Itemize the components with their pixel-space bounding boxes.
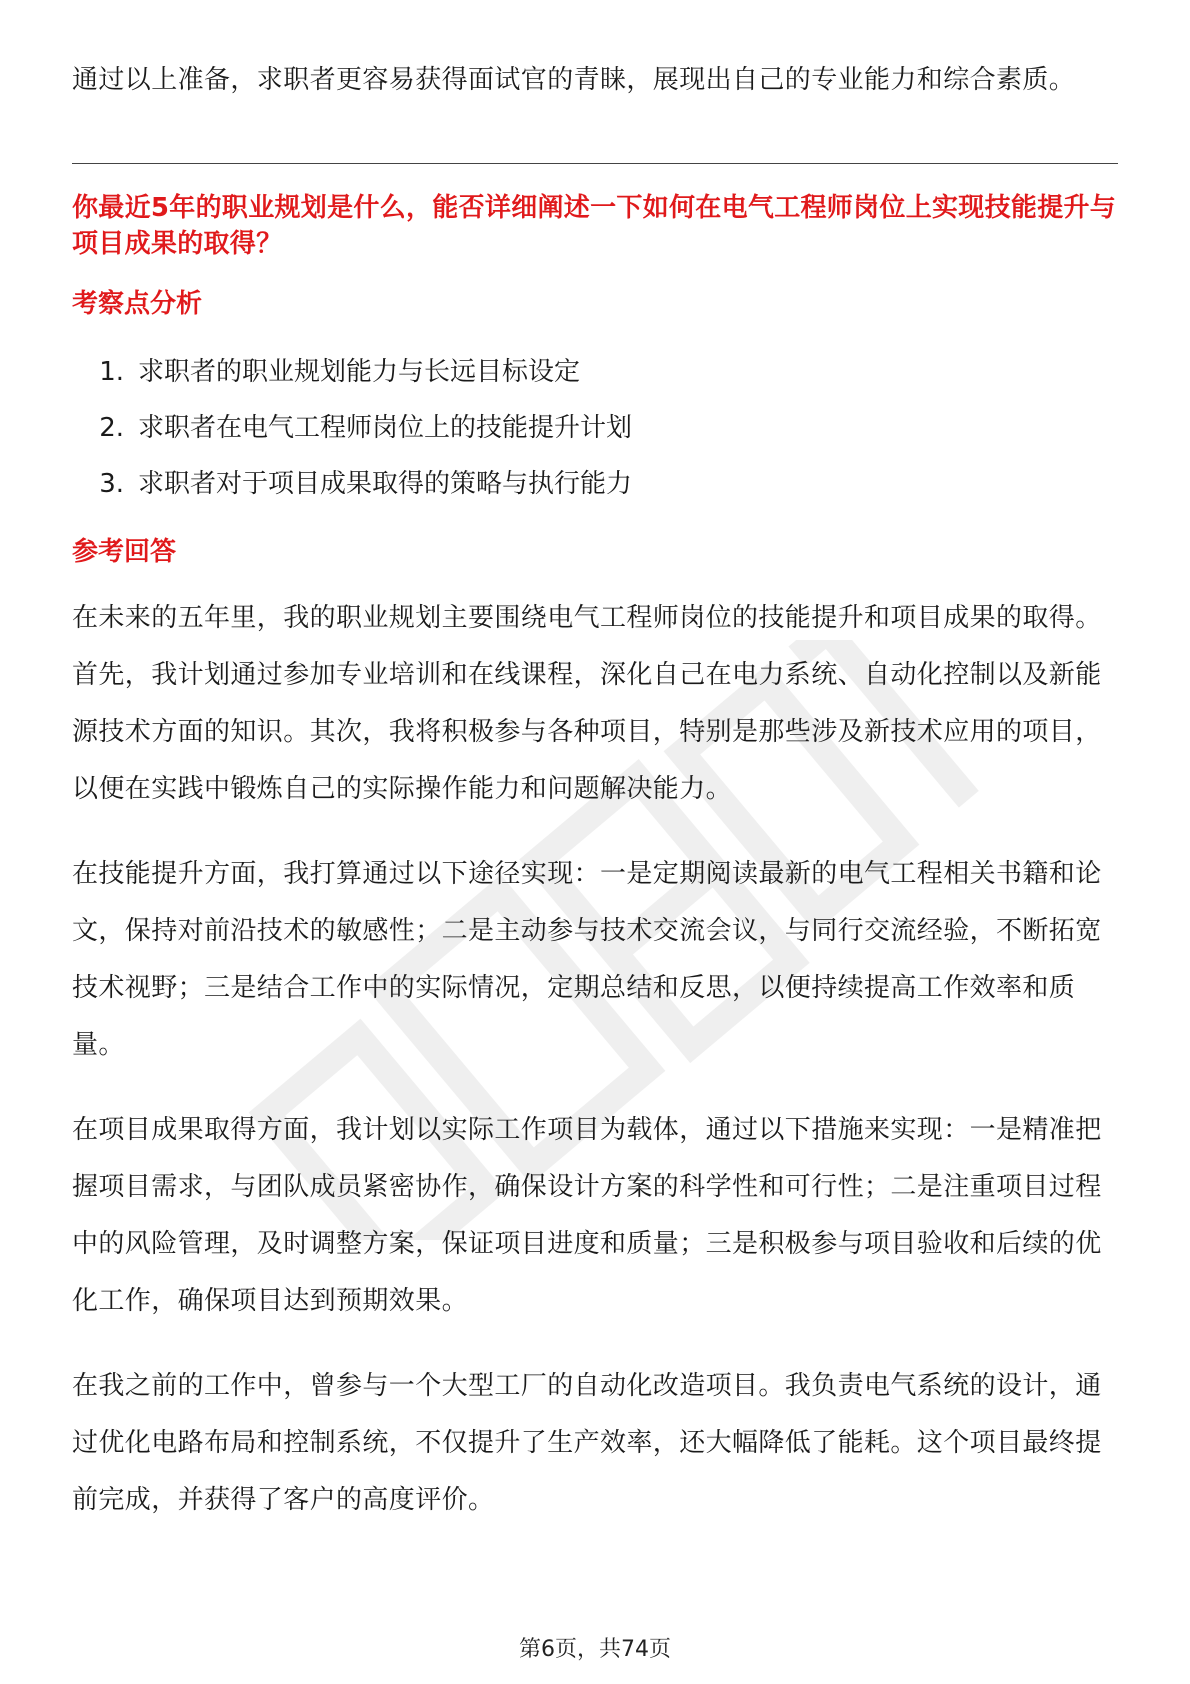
answer-paragraph-text: 在技能提升方面，我打算通过以下途径实现：一是定期阅读最新的电气工程相关书籍和论文，保持对前沿技术的敏感性；二是主动参与技术交流会议，与同行交流经验，不断拓宽技术视野；三是结合工作中的实际情况，定期总结和反思，以便持续提高工作效率和质量。 [72,859,1102,1060]
analysis-list [72,344,1118,512]
list-item-number: 1. [99,357,124,387]
list-item [72,344,1118,400]
answer-paragraph-text: 在未来的五年里，我的职业规划主要围绕电气工程师岗位的技能提升和项目成果的取得。首先，我计划通过参加专业培训和在线课程，深化自己在电力系统、自动化控制以及新能源技术方面的知识。其次，我将积极参与各种项目，特别是那些涉及新技术应用的项目，以便在实践中锻炼自己的实际操作能力和问题解决能力。 [72,603,1102,804]
answer-paragraph [72,590,1118,818]
list-item [72,456,1118,512]
list-item-text: 求职者在电气工程师岗位上的技能提升计划 [138,413,633,443]
answer-paragraph-text: 在项目成果取得方面，我计划以实际工作项目为载体，通过以下措施来实现：一是精准把握项目需求，与团队成员紧密协作，确保设计方案的科学性和可行性；二是注重项目过程中的风险管理，及时调整方案，保证项目进度和质量；三是积极参与项目验收和后续的优化工作，确保项目达到预期效果。 [72,1115,1102,1316]
answer-paragraph [72,846,1118,1074]
list-item-text: 求职者对于项目成果取得的策略与执行能力 [138,469,633,499]
list-item-text: 求职者的职业规划能力与长远目标设定 [138,357,581,387]
list-item-number: 3. [99,469,124,499]
answer-paragraph [72,1102,1118,1330]
interview-question: 你最近5年的职业规划是什么，能否详细阐述一下如何在电气工程师岗位上实现技能提升与项目成果的取得？ [72,193,1117,259]
answer-paragraph [72,1358,1118,1529]
document-page [72,52,1118,1529]
list-item [72,400,1118,456]
analysis-heading: 考察点分析 [72,289,203,319]
reference-answer-heading: 参考回答 [72,537,177,567]
list-item-number: 2. [99,413,124,443]
intro-paragraph: 通过以上准备，求职者更容易获得面试官的青睐，展现出自己的专业能力和综合素质。 [72,65,1076,95]
section-divider [72,163,1118,164]
page-number-footer: 第6页，共74页 [519,1637,671,1662]
answer-paragraph-text: 在我之前的工作中，曾参与一个大型工厂的自动化改造项目。我负责电气系统的设计，通过优化电路布局和控制系统，不仅提升了生产效率，还大幅降低了能耗。这个项目最终提前完成，并获得了客户的高度评价。 [72,1371,1102,1515]
